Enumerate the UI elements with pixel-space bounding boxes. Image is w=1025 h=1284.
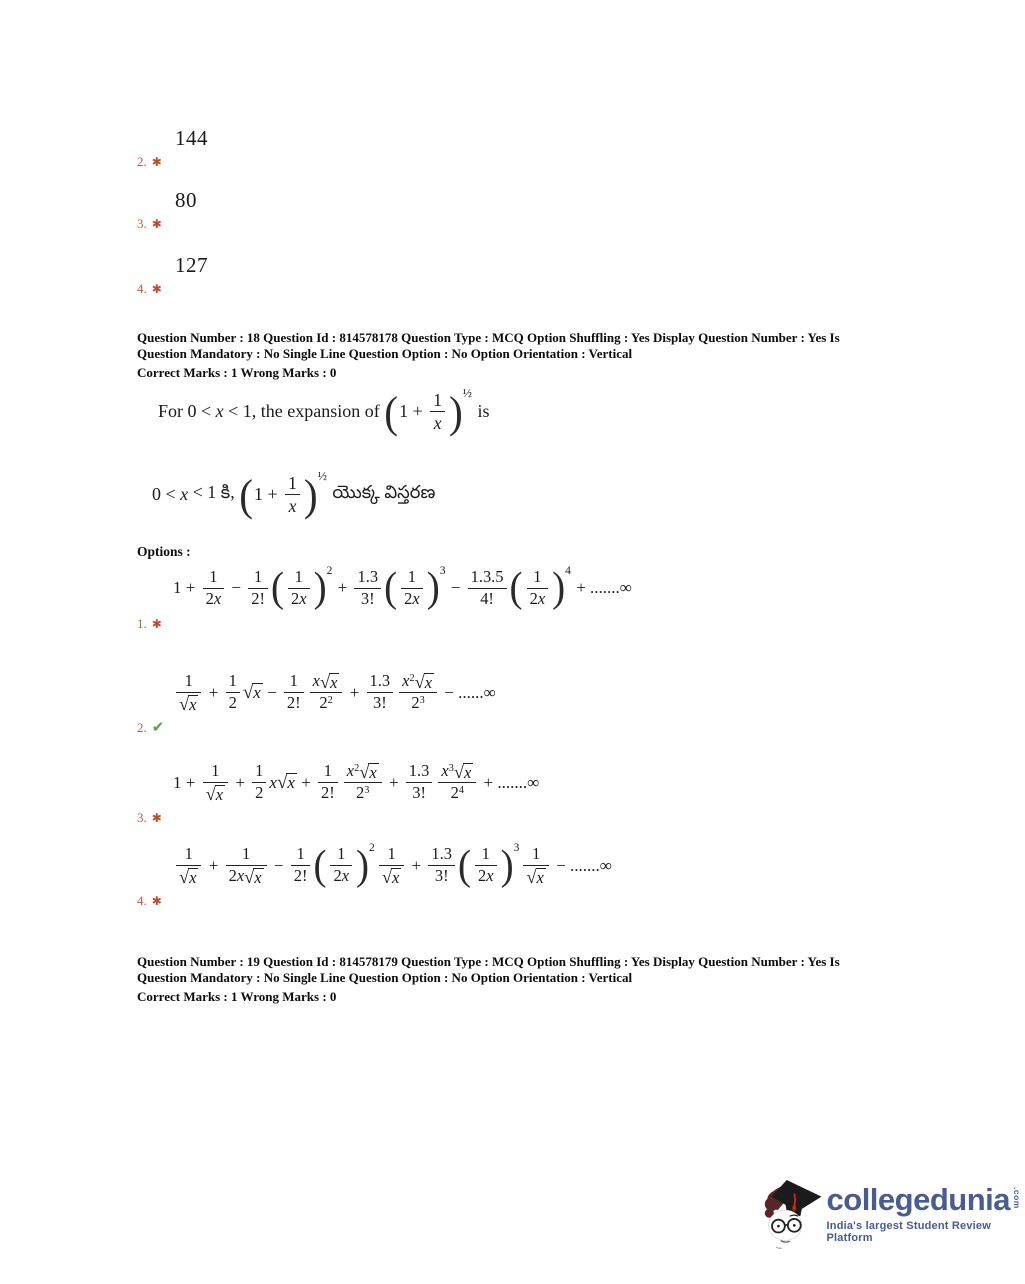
wrong-answer-icon: ✱	[151, 217, 162, 231]
question-formula-english: For 0 < x < 1, the expansion of ( 1 + $\frac{1}{x}$ ) ½ is	[158, 386, 490, 437]
prev-option-value: 127	[175, 253, 208, 277]
question-text-english	[158, 386, 490, 437]
prev-option-row	[137, 253, 208, 297]
question-marks-text: Correct Marks : 1 Wrong Marks : 0	[137, 365, 337, 381]
option-label	[137, 720, 496, 736]
mascot-icon	[758, 1165, 825, 1263]
wrong-answer-icon: ✱	[151, 155, 162, 169]
prev-option-value: 144	[175, 126, 208, 150]
wrong-answer-icon: ✱	[151, 894, 162, 909]
option-label	[137, 810, 539, 826]
option-number: 4.	[137, 281, 147, 296]
correct-answer-icon: ✔	[151, 719, 165, 736]
wrong-answer-icon: ✱	[151, 282, 162, 296]
option-number: 3.	[137, 810, 147, 826]
question-marks-text: Correct Marks : 1 Wrong Marks : 0	[137, 989, 337, 1005]
option-label	[137, 893, 612, 909]
prev-option-row	[137, 188, 197, 232]
question-formula-telugu: 0 < x < 1 కి, ( 1 + $\frac{1}{x}$ ) ½ యొక్క విస్తరణ	[152, 469, 436, 520]
option-label	[137, 616, 632, 632]
option-formula: 1 + $\frac{1}{2x}$ − $\frac{1}{2!}$ ( $\frac{1}{2x}$ ) 2 + $\frac{1.3}{3!}$ ( $\frac{1}{2x}$ ) 3 − $\frac{1.3.5}{4!}$ ( $\frac{1}{2x}$ ) 4 + .......∞	[173, 564, 632, 612]
prev-option-value: 80	[175, 188, 197, 212]
question-18-metadata	[137, 330, 889, 381]
question-meta-text: Question Number : 18 Question Id : 814578178 Question Type : MCQ Option Shuffling : Yes Display Question Number : Yes Is Question Mandatory : No Single Line Question Option : No Option Orientation : Vertical	[137, 330, 840, 361]
brand-tagline: India's largest Student Review Platform	[826, 1220, 992, 1244]
option-row-2	[137, 672, 496, 736]
prev-option-label	[137, 216, 197, 232]
option-number: 4.	[137, 893, 147, 909]
option-row-4	[137, 841, 612, 909]
prev-option-label	[137, 281, 208, 297]
question-19-metadata	[137, 954, 889, 1005]
brand-name: collegedunia	[826, 1182, 1010, 1217]
option-number: 2.	[137, 154, 147, 169]
question-meta-text: Question Number : 19 Question Id : 814578179 Question Type : MCQ Option Shuffling : Yes Display Question Number : Yes Is Question Mandatory : No Single Line Question Option : No Option Orientation : Vertical	[137, 954, 840, 985]
wrong-answer-icon: ✱	[151, 616, 162, 631]
option-row-1	[137, 564, 632, 632]
option-formula: 1 √ x + $\frac{1}{2}$ √ x − $\frac{1}{2!}$ x √ x $2^2$ + $\frac{1.3}{3!}$ $x^2$ √ x $2^3$ − ......∞	[173, 672, 496, 713]
wrong-answer-icon: ✱	[151, 811, 162, 826]
question-text-telugu	[152, 469, 436, 520]
brand-domain: .com	[1012, 1187, 1022, 1209]
option-formula: 1 √ x + 1 2x √ x − $\frac{1}{2!}$ ( $\frac{1}{2x}$ ) 2 1 √ x + $\frac{1.3}{3!}$ ( $\frac{1}{2x}$ ) 3 1 √ x − .......∞	[173, 845, 612, 886]
option-number: 2.	[137, 720, 147, 736]
prev-option-label	[137, 154, 208, 170]
options-heading: Options :	[137, 544, 191, 559]
option-number: 3.	[137, 216, 147, 231]
prev-option-row	[137, 126, 208, 170]
collegedunia-logo	[758, 1165, 1022, 1263]
option-row-3	[137, 762, 539, 826]
logo-text	[827, 1184, 1022, 1244]
option-number: 1.	[137, 615, 147, 631]
option-formula: 1 + 1 √ x + $\frac{1}{2}$ x √ x + $\frac{1}{2!}$ $x^2$ √ x $2^3$ + $\frac{1.3}{3!}$ $x^3$ √ x $2^4$ + .......∞	[173, 761, 540, 805]
